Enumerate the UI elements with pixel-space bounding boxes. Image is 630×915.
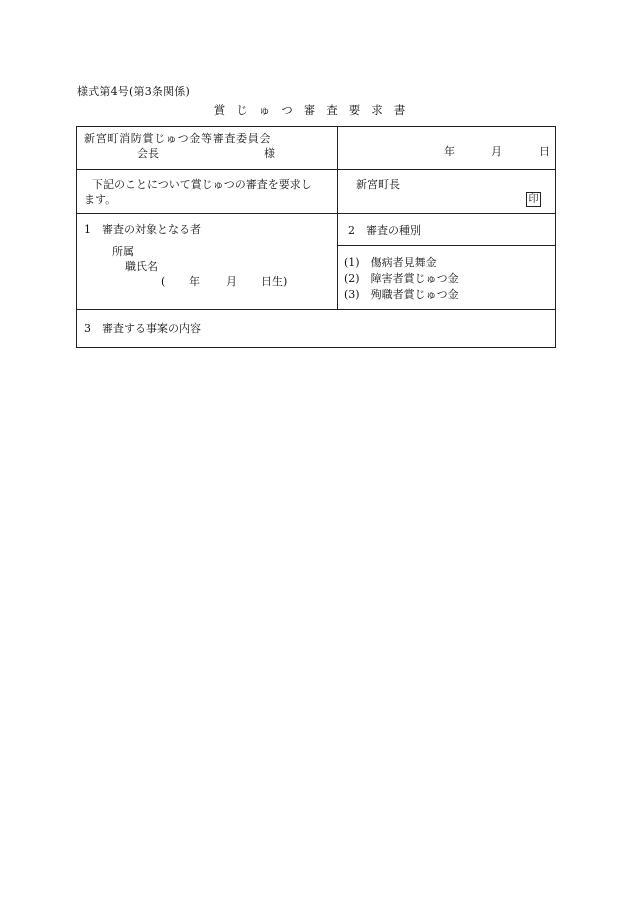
section3-heading: 3 審査する事案の内容	[84, 322, 201, 335]
seal-mark: 印	[526, 192, 541, 207]
request-text-line1: 下記のことについて賞じゅつの審査を要求し	[92, 178, 312, 191]
date-day: 日	[539, 145, 550, 158]
row-divider-3	[77, 309, 555, 310]
row-divider-2	[77, 213, 555, 214]
position-name-label: 職氏名	[125, 260, 158, 273]
review-type-option-3: (3) 殉職者賞じゅつ金	[344, 288, 459, 301]
review-type-option-2: (2) 障害者賞じゅつ金	[344, 272, 459, 285]
birth-month-label: 月	[226, 275, 237, 288]
document-title: 賞じゅつ審査要求書	[213, 103, 417, 117]
date-year: 年	[444, 145, 455, 158]
request-form-table	[76, 126, 556, 348]
form-number-label: 様式第4号(第3条関係)	[77, 85, 190, 98]
row-divider-right-sub	[337, 245, 555, 246]
birth-paren-open: (	[161, 275, 166, 288]
section1-heading: 1 審査の対象となる者	[84, 223, 201, 236]
honorific-sama: 様	[264, 147, 275, 160]
section2-heading: 2 審査の種別	[348, 224, 421, 237]
committee-name: 新宮町消防賞じゅつ金等審査委員会	[84, 132, 272, 145]
request-text-line2: ます。	[84, 193, 117, 206]
affiliation-label: 所属	[112, 245, 134, 258]
requester-title: 新宮町長	[356, 178, 400, 191]
chair-title: 会長	[137, 147, 159, 160]
date-month: 月	[491, 145, 502, 158]
row-divider-1	[77, 169, 555, 170]
birth-year-label: 年	[189, 275, 200, 288]
birth-day-label: 日生)	[261, 275, 288, 288]
review-type-option-1: (1) 傷病者見舞金	[344, 256, 437, 269]
column-divider	[337, 127, 338, 309]
